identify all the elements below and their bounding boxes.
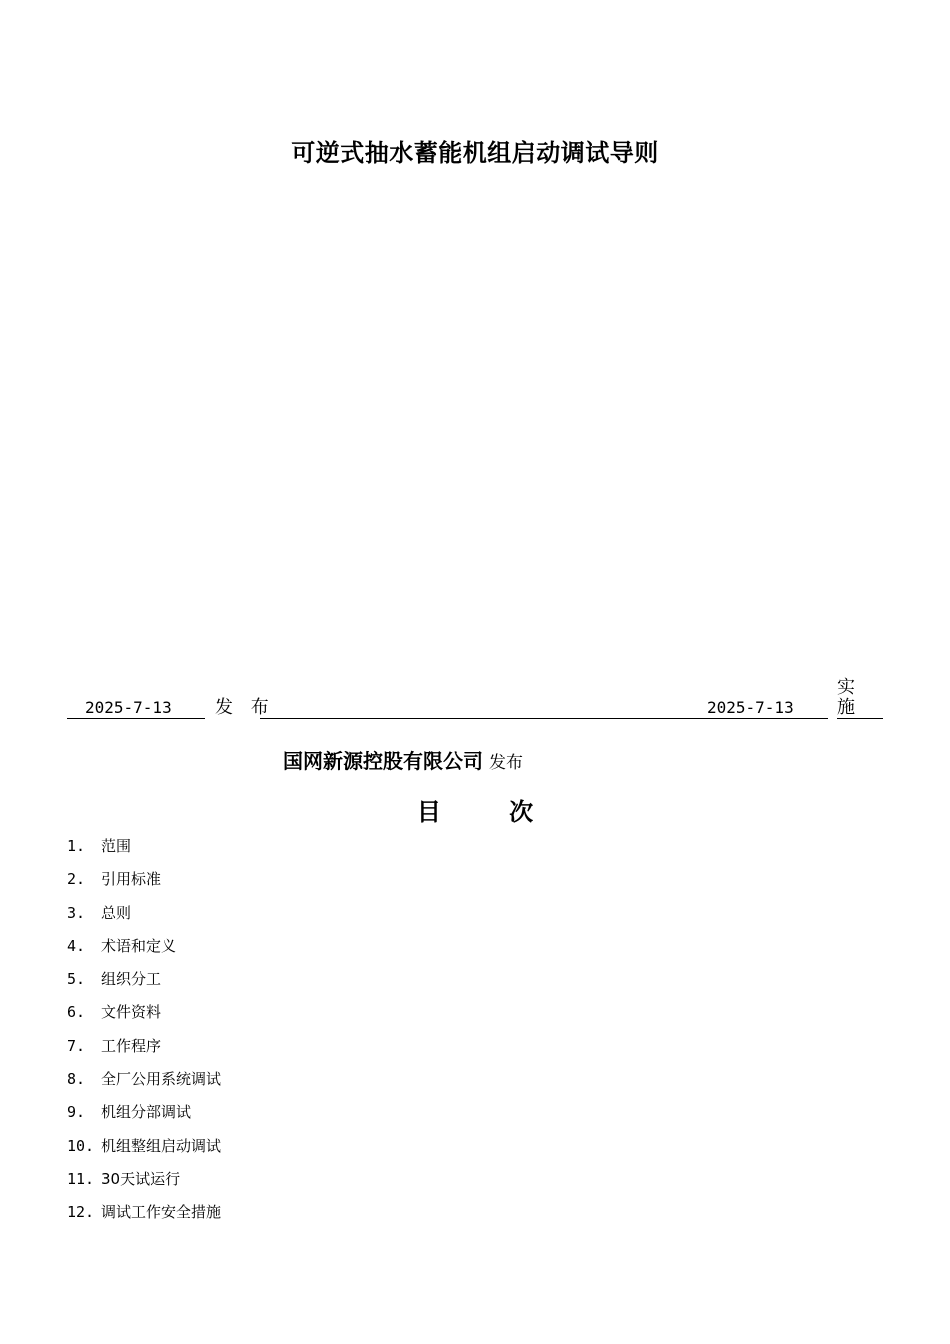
toc-item-number: 10.: [67, 1136, 95, 1155]
toc-item-number: 6.: [67, 1003, 86, 1022]
effective-date-underline: [705, 718, 828, 719]
toc-item-number: 5.: [67, 970, 86, 989]
toc-title: 目 次: [416, 797, 564, 826]
toc-item: [67, 968, 221, 1001]
document-title: 可逆式抽水蓄能机组启动调试导则: [291, 139, 659, 167]
toc-item-number: 12.: [67, 1203, 95, 1222]
toc-item-number: 9.: [67, 1103, 86, 1122]
toc-item-number: 8.: [67, 1070, 86, 1089]
toc-item-label: 30天试运行: [101, 1169, 181, 1188]
toc-item-number: 2.: [67, 870, 86, 889]
date-line: [67, 677, 883, 721]
toc-item-label: 工作程序: [101, 1036, 162, 1055]
toc-item-label: 文件资料: [101, 1003, 162, 1022]
toc-item-label: 调试工作安全措施: [101, 1203, 222, 1222]
effective-label-underline: [837, 718, 883, 719]
middle-underline: [260, 718, 705, 719]
toc-list: [67, 835, 221, 1235]
toc-item-number: 1.: [67, 837, 86, 855]
toc-item: [67, 1068, 221, 1101]
effective-label: 实 施: [837, 677, 861, 718]
toc-item-label: 术语和定义: [101, 936, 177, 955]
toc-item-number: 3.: [67, 903, 86, 922]
toc-item: [67, 935, 221, 968]
effective-date: 2025-7-13: [707, 698, 794, 717]
toc-item: [67, 868, 221, 901]
publisher-organization: 国网新源控股有限公司: [283, 749, 483, 773]
toc-item: [67, 902, 221, 935]
toc-item-label: 机组分部调试: [101, 1103, 192, 1122]
publish-label: 发 布: [215, 697, 275, 718]
toc-item-number: 7.: [67, 1036, 86, 1055]
publisher-line: [283, 745, 523, 774]
publish-date: 2025-7-13: [85, 698, 172, 717]
toc-item-label: 组织分工: [101, 970, 162, 989]
publisher-suffix: 发布: [489, 753, 523, 773]
toc-item-number: 4.: [67, 936, 86, 955]
toc-item-label: 全厂公用系统调试: [101, 1070, 222, 1089]
toc-item: [67, 1201, 221, 1234]
toc-item-number: 11.: [67, 1169, 95, 1188]
toc-item: [67, 1101, 221, 1134]
toc-item-label: 范围: [101, 837, 132, 855]
publish-date-underline: [67, 718, 205, 719]
toc-item-label: 总则: [101, 903, 132, 922]
toc-item: [67, 1001, 221, 1034]
toc-item: [67, 1035, 221, 1068]
toc-item: [67, 835, 221, 868]
toc-item-label: 机组整组启动调试: [101, 1136, 222, 1155]
toc-item-label: 引用标准: [101, 870, 162, 889]
toc-item: [67, 1168, 221, 1201]
toc-item: [67, 1135, 221, 1168]
